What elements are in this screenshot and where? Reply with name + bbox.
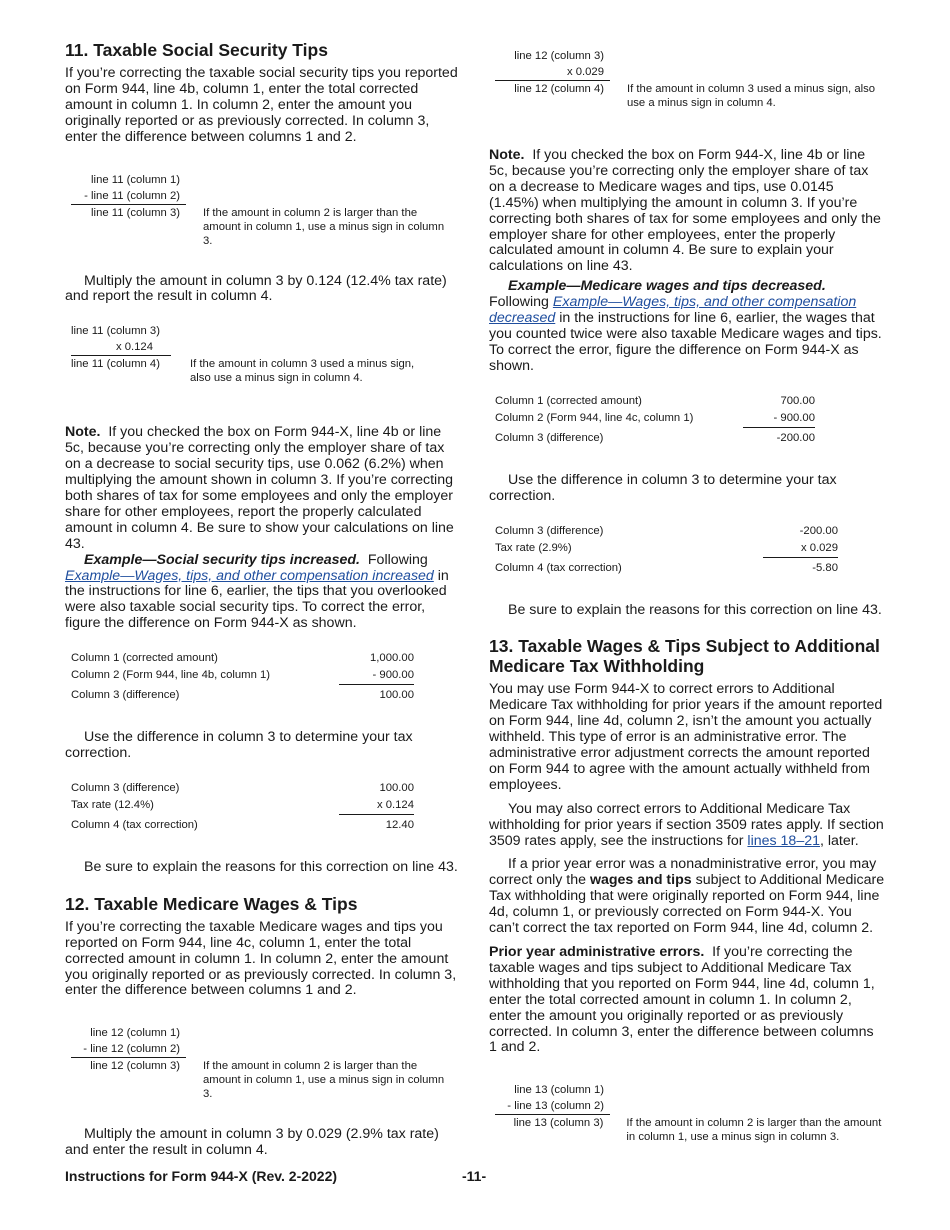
section-12-example [489,279,885,374]
calc-note: If the amount in column 2 is larger than the amount in column 1, use a minus sign in column 3. [203,206,445,247]
calc-line: - line 12 (column 2) [83,1043,180,1056]
example-pre: Following [367,551,428,568]
calc-line: line 12 (column 3) [514,50,604,62]
calc-note: If the amount in column 2 is larger than the amount in column 1, use a minus sign in column 3. [203,1060,445,1101]
section-11-intro: If you’re correcting the taxable social security tips you reported on Form 944, line 4b, column 1, enter the total corrected amount in column 1. In column 2, enter the amount you originally reported or as previously corrected. In column 3, enter the difference between columns 1 and 2. [65,65,458,145]
section-13-title: 13. Taxable Wages & Tips Subject to Additional Medicare Tax Withholding [489,636,880,677]
table-row: Column 3 (difference) 100.00 [71,689,414,702]
right-column [489,48,885,1144]
example-wages-decreased-link[interactable]: Example—Wages, tips, and other compensation decreased [489,294,857,327]
section-12-calc-diff [65,1025,461,1101]
calc-line: line 12 (column 3) [90,1060,180,1073]
table-row: Column 4 (tax correction) -5.80 [495,561,838,574]
calc-line: - line 11 (column 2) [84,189,180,202]
table-row: Tax rate (12.4%) x 0.124 [71,797,414,815]
calc-line: - line 13 (column 2) [507,1100,604,1113]
section-11-table-tax [71,780,414,834]
calc-line: line 12 (column 1) [90,1027,180,1040]
calc-line: x 0.029 [566,66,604,78]
example-pre: Following [489,294,549,311]
calc-line: line 11 (column 1) [91,173,180,186]
calc-line: line 13 (column 1) [514,1084,604,1097]
table-row: Column 4 (tax correction) 12.40 [71,818,414,831]
section-12-table-difference [495,393,815,447]
table-row: Column 3 (difference) -200.00 [495,524,838,537]
section-12-table-tax [495,523,838,577]
section-11-example [65,553,461,633]
section-11-calc-tax [65,323,461,385]
section-11-title: 11. Taxable Social Security Tips [65,40,328,60]
section-11-note [65,425,461,552]
lines-18-21-link[interactable]: lines 18–21 [747,832,820,849]
example-wages-increased-link[interactable]: Example—Wages, tips, and other compensation increased [65,567,434,584]
section-12-intro: If you’re correcting the taxable Medicare wages and tips you reported on Form 944, line 4c, column 1, enter the total corrected amount in column 1. In column 2, enter the amount you originally reported or as previously corrected. In column 3, enter the difference between columns 1 and 2. [65,918,457,999]
note-label: Note. [489,147,525,163]
calc-note: If the amount in column 3 used a minus sign, also use a minus sign in column 4. [627,83,876,109]
section-13-p3: If a prior year error was a nonadministrative error, you may correct only the wages and tips subject to Additional Medicare Tax withholding that were originally reported on Form 944, line 4d, column 1, or previously corrected on Form 944-X. You can’t correct the tax reported on Form 944, line 4d, column 2. [489,856,885,937]
calc-line: line 11 (column 3) [71,325,160,338]
section-11-calc-diff [65,172,461,248]
table-row: Column 3 (difference) -200.00 [495,431,815,444]
table-row: Column 3 (difference) 100.00 [71,781,414,794]
example-post: in the instructions for line 6, earlier, the wages that you counted twice were also taxable Medicare wages and tips. To correct the error, figure the difference on Form 944-X as shown. [489,310,882,374]
section-12-note [489,148,885,275]
note-label: Note. [65,424,101,441]
example-title: Example—Medicare wages and tips decreased. [508,278,826,295]
table-row: Column 2 (Form 944, line 4c, column 1) - 900.00 [495,410,815,428]
table-row: Tax rate (2.9%) x 0.029 [495,540,838,558]
calc-line: x 0.124 [115,341,153,354]
calc-line: line 13 (column 3) [513,1117,604,1130]
section-12-use-difference: Use the difference in column 3 to determine your tax correction. [489,471,837,504]
section-12-multiply: Multiply the amount in column 3 by 0.029 (2.9% tax rate) and enter the result in column 4. [65,1126,439,1159]
note-text: If you checked the box on Form 944-X, line 4b or line 5c, because you’re correcting only the employer share of tax on a decrease to social security tips, use 0.062 (6.2%) when multiplying the amount shown in column 3. If you’re correcting both shares of tax for some employees and only the employer share for other employees, report the properly calculated amount in column 4. Be sure to show your calculations on line 43. [65,424,454,552]
section-11-multiply: Multiply the amount in column 3 by 0.124 (12.4% tax rate) and report the result in column 4. [65,272,447,305]
section-13-p1: You may use Form 944-X to correct errors to Additional Medicare Tax withholding for prior years if the amount reported on Form 944, line 4d, column 2, isn’t the amount you actually withheld. This type of error is an administrative error. The administrative error adjustment corrects the amount reported on Form 944 to agree with the amount actually withheld from employees. [489,681,883,793]
section-12-calc-tax [489,48,885,110]
section-13-p4: Prior year administrative errors. If you’re correcting the taxable wages and tips subject to Additional Medicare Tax withholding that you reported on Form 944, line 4d, column 1, enter the total corrected amount in column 1. In column 2, enter the amount you originally reported or as previously corrected. In column 3, enter the difference between columns 1 and 2. [489,944,875,1056]
section-12-explain: Be sure to explain the reasons for this correction on line 43. [508,601,882,618]
table-row: Column 2 (Form 944, line 4b, column 1) - 900.00 [71,667,414,685]
calc-line: line 12 (column 4) [514,83,604,95]
example-title: Example—Social security tips increased. [84,551,360,568]
calc-note: If the amount in column 2 is larger than the amount in column 1, use a minus sign in column 3. [626,1117,882,1144]
calc-note: If the amount in column 3 used a minus sign, also use a minus sign in column 4. [190,358,415,385]
section-12-title: 12. Taxable Medicare Wages & Tips [65,893,358,914]
page-number: -11- [462,1168,487,1184]
calc-line: line 11 (column 3) [91,206,180,219]
section-13-calc-diff [489,1082,885,1144]
section-11-use-difference: Use the difference in column 3 to determine your tax correction. [65,729,413,762]
section-11-table-difference [71,650,414,704]
section-11-explain: Be sure to explain the reasons for this correction on line 43. [84,858,458,875]
note-text: If you checked the box on Form 944-X, line 4b or line 5c, because you’re correcting only the employer share of tax on a decrease to Medicare wages and tips, use 0.0145 (1.45%) when multiplying the amount in column 3. If you’re correcting both shares of tax for some employees and only the employer share for other employees, enter the properly calculated amount in column 4. Be sure to explain your calculations on line 43. [489,147,881,275]
example-post: in the instructions for line 6, earlier, the tips that you overlooked were also taxable social security tips. To correct the error, figure the difference on Form 944-X as shown. [65,567,449,632]
left-column [65,40,461,1159]
page-footer [65,1168,885,1184]
table-row: Column 1 (corrected amount) 1,000.00 [71,652,414,665]
footer-form-title: Instructions for Form 944-X (Rev. 2-2022) [65,1168,338,1184]
section-13-p2: You may also correct errors to Additional Medicare Tax withholding for prior years if section 3509 rates apply. If section 3509 rates apply, see the instructions for lines 18–21, later. [489,800,884,849]
table-row: Column 1 (corrected amount) 700.00 [495,394,815,407]
calc-line: line 11 (column 4) [71,358,160,371]
